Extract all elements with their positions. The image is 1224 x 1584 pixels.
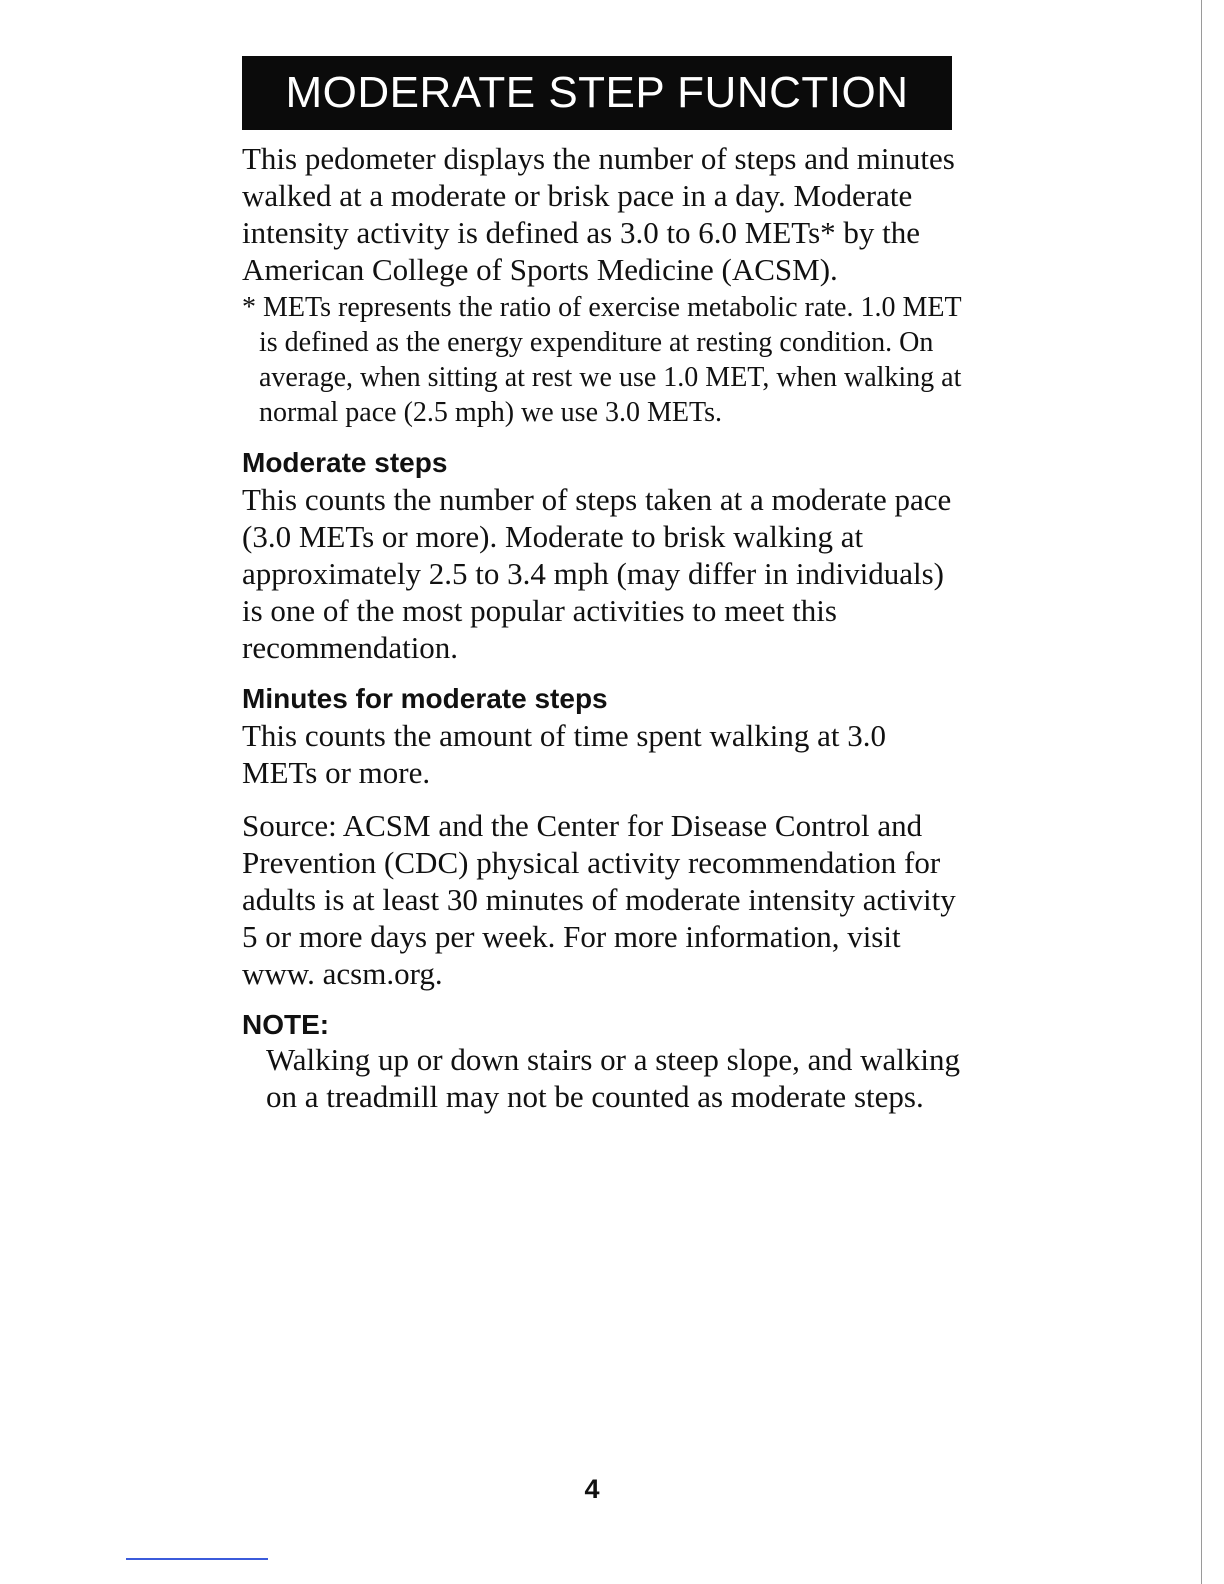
minutes-heading: Minutes for moderate steps (242, 683, 608, 714)
title-banner (242, 56, 952, 130)
mets-footnote: * METs represents the ratio of exercise metabolic rate. 1.0 MET is defined as the energy expenditure at resting condition. On average, when sitting at rest we use 1.0 MET, when walking at normal pace (2.5 mph) we use 3.0 METs. (242, 292, 962, 428)
page-number: 4 (584, 1474, 600, 1504)
intro-paragraph: This pedometer displays the number of steps and minutes walked at a moderate or brisk pace in a day. Moderate intensity activity is defined as 3.0 to 6.0 METs* by the American College of Sports Medicine (ACSM). (242, 141, 955, 287)
note-label: NOTE: (242, 1009, 330, 1040)
moderate-steps-heading: Moderate steps (242, 447, 448, 478)
minutes-text: This counts the amount of time spent walking at 3.0 METs or more. (242, 718, 887, 790)
page-edge-line (1201, 0, 1202, 1584)
page-title: MODERATE STEP FUNCTION (285, 68, 909, 117)
bottom-rule (126, 1558, 268, 1560)
moderate-steps-text: This counts the number of steps taken at a moderate pace (3.0 METs or more). Moderate to brisk walking at approximately 2.5 to 3.4 mph (may differ in individuals) is one of the most popular activities to meet this recommendation. (242, 482, 952, 665)
source-paragraph: Source: ACSM and the Center for Disease Control and Prevention (CDC) physical activity recommendation for adults is at least 30 minutes of moderate intensity activity 5 or more days per week. For more information, visit www. acsm.org. (242, 808, 956, 991)
note-text: Walking up or down stairs or a steep slope, and walking on a treadmill may not be counted as moderate steps. (266, 1042, 961, 1114)
